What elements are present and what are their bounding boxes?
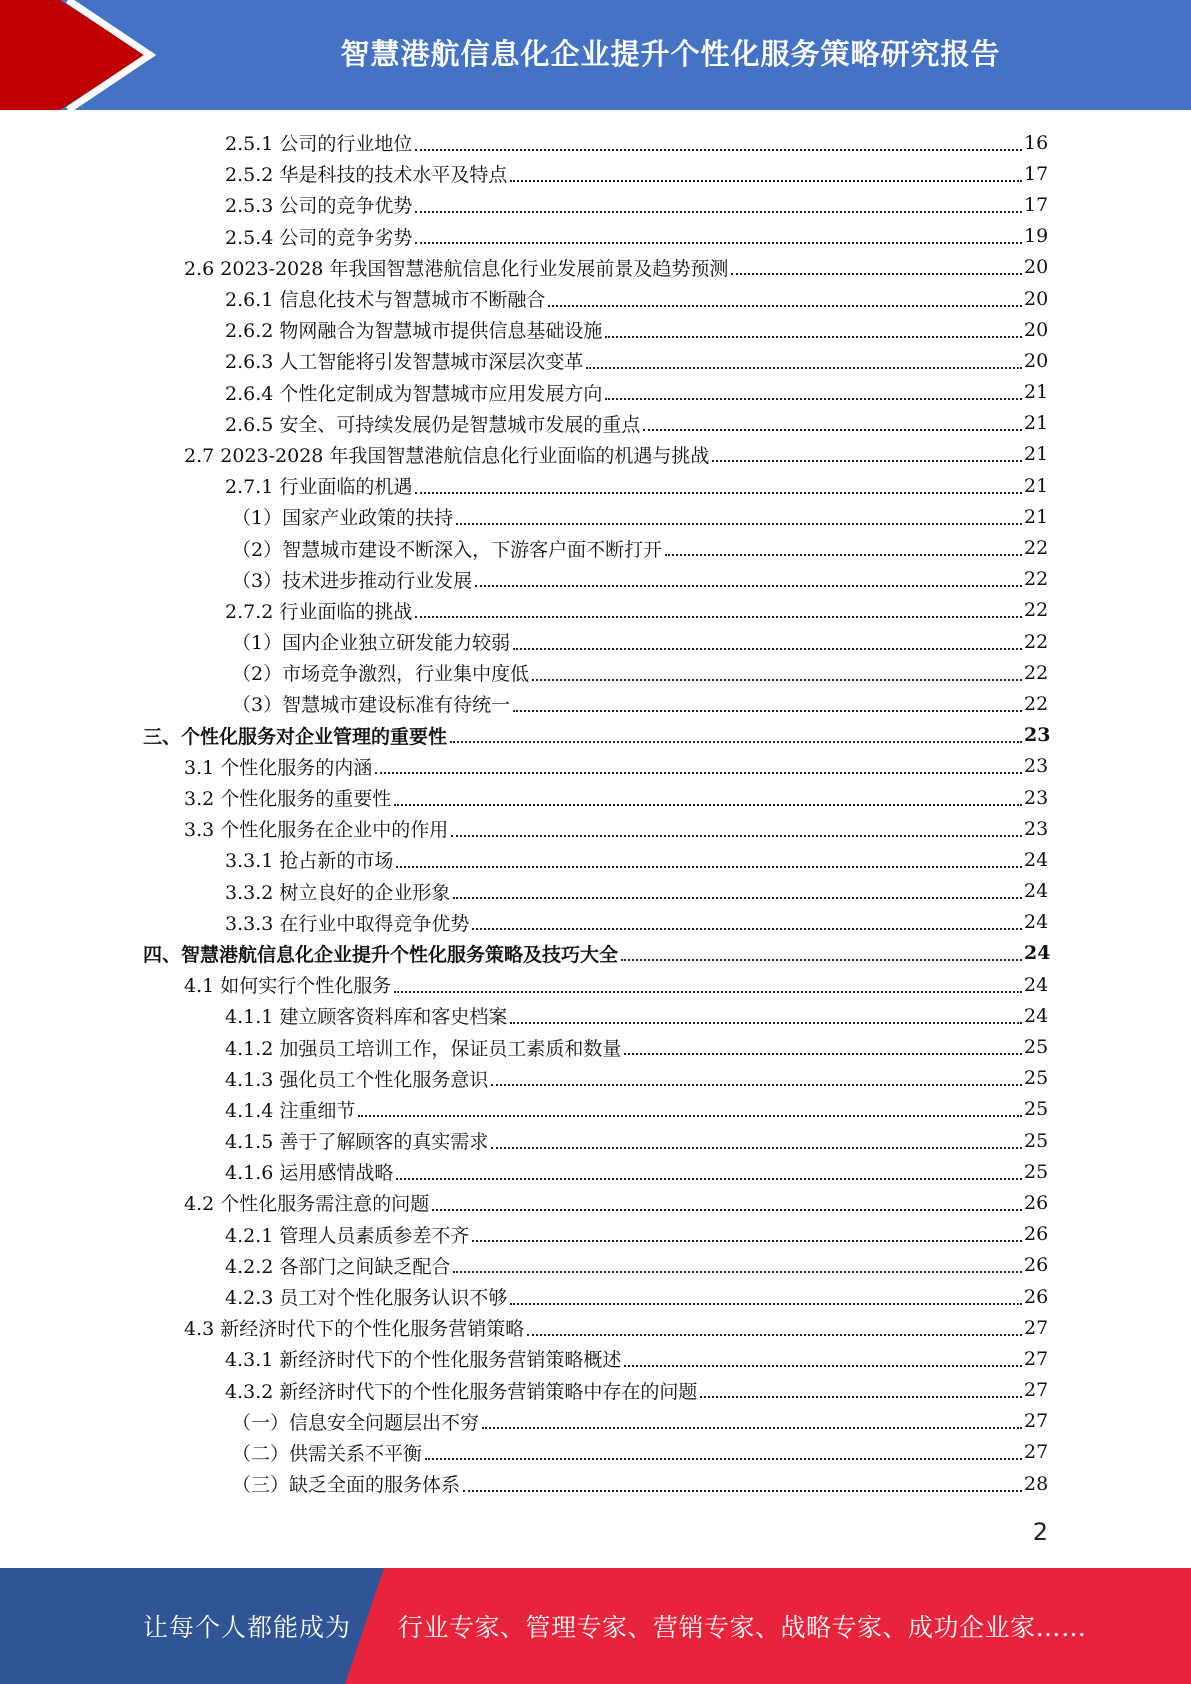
toc-entry-title	[225, 129, 412, 156]
toc-entry[interactable]	[0, 1375, 1191, 1406]
toc-entry-text: 个性化服务在企业中的作用	[220, 819, 449, 842]
toc-entry-number: （1）	[232, 507, 283, 530]
toc-entry-title	[225, 316, 602, 343]
toc-entry-number: （3）	[232, 569, 283, 592]
toc-entry-title	[225, 1377, 697, 1404]
toc-entry-text: 个性化服务对企业管理的重要性	[181, 725, 448, 748]
toc-entry-number: 3.3.3	[225, 912, 274, 935]
toc-entry-title	[143, 940, 618, 967]
toc-dot-leader	[415, 616, 1022, 618]
toc-entry[interactable]	[0, 1156, 1191, 1187]
toc-entry-text: 新经济时代下的个性化服务营销策略中存在的问题	[279, 1380, 698, 1403]
toc-page-number: 20	[1024, 349, 1049, 372]
toc-page-number: 20	[1024, 256, 1049, 279]
toc-entry-text: 华是科技的技术水平及特点	[279, 164, 508, 187]
toc-entry-text: 智慧港航信息化企业提升个性化服务策略及技巧大全	[181, 943, 619, 966]
toc-entry-number: 4.1.3	[225, 1068, 274, 1091]
toc-entry-text: 个性化服务的重要性	[220, 788, 392, 811]
toc-entry-number: 2.5.2	[225, 164, 274, 187]
toc-entry-title	[232, 1470, 460, 1497]
toc-entry-title	[225, 1034, 621, 1061]
toc-page-number: 27	[1024, 1410, 1049, 1433]
toc-entry-number: 4.2	[184, 1193, 215, 1216]
toc-page-number: 21	[1024, 474, 1049, 497]
toc-entry-text: 公司的竞争优势	[279, 195, 413, 218]
toc-entry-text: 各部门之间缺乏配合	[279, 1255, 451, 1278]
toc-dot-leader	[605, 398, 1022, 400]
toc-page-number: 16	[1024, 131, 1049, 154]
toc-page-number: 21	[1024, 381, 1049, 404]
toc-page-number: 25	[1024, 1067, 1049, 1090]
toc-entry-number: （2）	[232, 663, 283, 686]
toc-page-number: 21	[1024, 443, 1049, 466]
toc-dot-leader	[396, 866, 1022, 868]
toc-entry-text: 注重细节	[279, 1099, 356, 1122]
toc-entry[interactable]	[0, 720, 1191, 751]
toc-entry-number: 2.6	[184, 257, 215, 280]
toc-entry-title	[184, 784, 391, 811]
toc-page-number: 27	[1024, 1379, 1049, 1402]
toc-entry-text: 国家产业政策的扶持	[282, 507, 454, 530]
toc-entry-text: 智慧城市建设不断深入，下游客户面不断打开	[282, 538, 663, 561]
toc-page-number: 24	[1024, 942, 1051, 965]
toc-entry[interactable]	[0, 221, 1191, 252]
footer-slogan-left: 让每个人都能成为	[143, 1613, 352, 1642]
toc-page-number: 25	[1024, 1160, 1049, 1183]
toc-entry[interactable]	[0, 1063, 1191, 1094]
toc-entry-title	[184, 1189, 429, 1216]
toc-dot-leader	[513, 648, 1022, 650]
toc-dot-leader	[527, 1334, 1022, 1336]
toc-entry-text: 抢占新的市场	[279, 850, 394, 873]
toc-page-number: 17	[1024, 193, 1049, 216]
toc-entry-title	[225, 1002, 507, 1029]
toc-page-number: 23	[1024, 786, 1049, 809]
toc-dot-leader	[415, 492, 1022, 494]
toc-entry-title	[184, 815, 448, 842]
toc-entry-title	[232, 1408, 479, 1435]
toc-page-number: 17	[1024, 162, 1049, 185]
toc-entry-title	[225, 1096, 355, 1123]
toc-dot-leader	[665, 554, 1022, 556]
toc-entry-title	[232, 628, 510, 655]
toc-entry[interactable]	[0, 969, 1191, 1000]
toc-dot-leader	[510, 1022, 1022, 1024]
toc-entry[interactable]	[0, 1187, 1191, 1218]
toc-entry-text: 运用感情战略	[279, 1162, 394, 1185]
toc-dot-leader	[394, 991, 1022, 993]
toc-entry-number: 3.3.1	[225, 850, 274, 873]
toc-dot-leader	[456, 523, 1022, 525]
toc-entry-number: 2.7	[184, 444, 215, 467]
toc-entry-text: 物网融合为智慧城市提供信息基础设施	[279, 320, 603, 343]
toc-entry-title	[184, 441, 709, 468]
toc-entry-text: 如何实行个性化服务	[220, 975, 392, 998]
toc-dot-leader	[472, 928, 1022, 930]
toc-page-number: 25	[1024, 1098, 1049, 1121]
toc-page-number: 22	[1024, 630, 1049, 653]
toc-entry-text: 善于了解顾客的真实需求	[279, 1131, 489, 1154]
toc-entry-text: 2023-2028 年我国智慧港航信息化行业发展前景及趋势预测	[220, 257, 729, 280]
toc-page-number: 21	[1024, 505, 1049, 528]
toc-entry-number: 3.1	[184, 756, 215, 779]
toc-page-number: 22	[1024, 537, 1049, 560]
toc-entry[interactable]	[0, 688, 1191, 719]
footer-slogan-right: 行业专家、管理专家、营销专家、战略专家、成功企业家……	[398, 1613, 1087, 1642]
toc-page-number: 26	[1024, 1285, 1049, 1308]
toc-dot-leader	[491, 1147, 1022, 1149]
toc-entry-number: 3.3.2	[225, 881, 274, 904]
toc-page-number: 23	[1024, 755, 1049, 778]
toc-entry-text: 智慧城市建设标准有待统一	[282, 694, 511, 717]
toc-entry-text: 公司的行业地位	[279, 133, 413, 156]
toc-entry-text: 管理人员素质参差不齐	[279, 1224, 470, 1247]
toc-entry-number: （三）	[232, 1474, 290, 1497]
toc-entry-text: 新经济时代下的个性化服务营销策略	[220, 1318, 525, 1341]
toc-dot-leader	[453, 1271, 1022, 1273]
toc-page-number: 22	[1024, 692, 1049, 715]
toc-entry-number: 2.6.1	[225, 289, 274, 312]
toc-entry-text: 技术进步推动行业发展	[282, 569, 473, 592]
toc-dot-leader	[510, 180, 1022, 182]
toc-entry-number: 2.5.1	[225, 133, 274, 156]
toc-dot-leader	[621, 959, 1022, 961]
toc-entry-title	[184, 971, 391, 998]
toc-dot-leader	[425, 1458, 1022, 1460]
toc-entry-number: 4.3.1	[225, 1349, 274, 1372]
toc-entry-text: 公司的竞争劣势	[279, 226, 413, 249]
toc-entry-text: 供需关系不平衡	[289, 1442, 423, 1465]
toc-entry-title	[225, 846, 393, 873]
toc-entry-text: 信息化技术与智慧城市不断融合	[279, 289, 546, 312]
toc-entry[interactable]	[0, 345, 1191, 376]
toc-entry[interactable]	[0, 564, 1191, 595]
toc-dot-leader	[491, 1084, 1022, 1086]
toc-entry[interactable]	[0, 408, 1191, 439]
toc-entry-number: （二）	[232, 1442, 290, 1465]
toc-dot-leader	[510, 1303, 1022, 1305]
toc-entry-title	[225, 191, 412, 218]
toc-dot-leader	[532, 679, 1022, 681]
toc-dot-leader	[731, 273, 1022, 275]
toc-entry-title	[232, 1439, 422, 1466]
toc-entry[interactable]	[0, 657, 1191, 688]
toc-entry-title	[184, 254, 728, 281]
toc-entry-number: 2.7.2	[225, 600, 274, 623]
toc-entry-number: 4.1.6	[225, 1162, 274, 1185]
toc-entry-title	[184, 1314, 524, 1341]
toc-entry[interactable]	[0, 314, 1191, 345]
toc-dot-leader	[415, 149, 1022, 151]
toc-entry-text: 行业面临的机遇	[279, 476, 413, 499]
toc-dot-leader	[394, 804, 1022, 806]
toc-entry-title	[225, 1158, 393, 1185]
page-footer	[0, 1568, 1191, 1684]
toc-entry[interactable]	[0, 1343, 1191, 1374]
toc-entry[interactable]	[0, 813, 1191, 844]
toc-entry-number: 4.1	[184, 975, 215, 998]
page-header	[0, 0, 1191, 110]
toc-entry-title	[143, 722, 447, 749]
toc-dot-leader	[605, 336, 1022, 338]
toc-dot-leader	[482, 1427, 1022, 1429]
toc-entry-text: 强化员工个性化服务意识	[279, 1068, 489, 1091]
toc-entry-text: 个性化服务的内涵	[220, 756, 373, 779]
toc-entry[interactable]	[0, 377, 1191, 408]
toc-entry[interactable]	[0, 844, 1191, 875]
toc-entry-text: 市场竞争激烈，行业集中度低	[282, 663, 530, 686]
toc-entry-number: 2.7.1	[225, 476, 274, 499]
toc-dot-leader	[450, 741, 1022, 743]
toc-dot-leader	[432, 1209, 1022, 1211]
toc-page-number: 25	[1024, 1129, 1049, 1152]
toc-entry[interactable]	[0, 595, 1191, 626]
toc-dot-leader	[451, 835, 1022, 837]
toc-entry-title	[225, 410, 640, 437]
toc-entry-number: 4.3	[184, 1318, 215, 1341]
toc-entry-text: 员工对个性化服务认识不够	[279, 1287, 508, 1310]
toc-entry-title	[225, 347, 583, 374]
toc-entry-text: 安全、可持续发展仍是智慧城市发展的重点	[279, 413, 641, 436]
toc-page-number: 19	[1024, 225, 1049, 248]
toc-entry[interactable]	[0, 782, 1191, 813]
toc-entry-number: 4.2.3	[225, 1287, 274, 1310]
report-title: 智慧港航信息化企业提升个性化服务策略研究报告	[340, 36, 1001, 71]
toc-entry-number: 4.1.2	[225, 1037, 274, 1060]
toc-entry-number: 2.6.4	[225, 382, 274, 405]
toc-dot-leader	[586, 367, 1022, 369]
toc-entry[interactable]	[0, 252, 1191, 283]
toc-entry[interactable]	[0, 1406, 1191, 1437]
toc-entry-number: 2.6.5	[225, 413, 274, 436]
toc-entry-number: 2.5.4	[225, 226, 274, 249]
toc-entry[interactable]	[0, 1031, 1191, 1062]
toc-entry-number: 4.1.5	[225, 1131, 274, 1154]
toc-entry[interactable]	[0, 907, 1191, 938]
toc-entry-title	[225, 1252, 450, 1279]
toc-dot-leader	[472, 1240, 1022, 1242]
toc-entry[interactable]	[0, 626, 1191, 657]
toc-page-number: 26	[1024, 1254, 1049, 1277]
toc-page-number: 22	[1024, 568, 1049, 591]
toc-entry-title	[225, 223, 412, 250]
toc-dot-leader	[643, 429, 1022, 431]
toc-entry-number: 4.2.1	[225, 1224, 274, 1247]
toc-entry[interactable]	[0, 158, 1191, 189]
toc-entry[interactable]	[0, 532, 1191, 563]
toc-dot-leader	[375, 772, 1022, 774]
toc-entry[interactable]	[0, 938, 1191, 969]
toc-entry-number: 四、	[143, 943, 182, 966]
toc-page-number: 27	[1024, 1347, 1049, 1370]
toc-page-number: 23	[1024, 724, 1051, 747]
toc-page-number: 26	[1024, 1191, 1049, 1214]
toc-entry-number: 三、	[143, 725, 182, 748]
toc-page-number: 25	[1024, 1036, 1049, 1059]
toc-page-number: 22	[1024, 661, 1049, 684]
toc-entry-number: 2.6.3	[225, 351, 274, 374]
toc-entry-number: 4.1.4	[225, 1099, 274, 1122]
toc-page-number: 23	[1024, 817, 1049, 840]
toc-entry-title	[232, 690, 510, 717]
toc-entry-title	[184, 753, 372, 780]
toc-entry-title	[225, 379, 602, 406]
toc-entry-title	[225, 878, 450, 905]
toc-entry-text: 缺乏全面的服务体系	[289, 1474, 461, 1497]
toc-entry[interactable]	[0, 1094, 1191, 1125]
toc-entry-title	[225, 597, 412, 624]
toc-page-number: 24	[1024, 880, 1049, 903]
toc-entry[interactable]	[0, 1281, 1191, 1312]
toc-dot-leader	[548, 305, 1022, 307]
toc-page-number: 24	[1024, 973, 1049, 996]
toc-entry-number: 3.3	[184, 819, 215, 842]
toc-entry-text: 在行业中取得竞争优势	[279, 912, 470, 935]
toc-entry[interactable]	[0, 1437, 1191, 1468]
toc-page-number: 28	[1024, 1472, 1049, 1495]
toc-page-number: 26	[1024, 1223, 1049, 1246]
toc-dot-leader	[712, 460, 1022, 462]
toc-page-number: 27	[1024, 1441, 1049, 1464]
toc-dot-leader	[624, 1365, 1022, 1367]
page-number: 2	[1032, 1518, 1048, 1546]
toc-entry-title	[225, 1221, 469, 1248]
toc-entry[interactable]	[0, 1000, 1191, 1031]
toc-page-number: 24	[1024, 1004, 1049, 1027]
toc-entry-number: 4.2.2	[225, 1255, 274, 1278]
toc-dot-leader	[396, 1178, 1022, 1180]
toc-entry-title	[225, 285, 545, 312]
toc-entry[interactable]	[0, 876, 1191, 907]
toc-entry-number: （一）	[232, 1411, 290, 1434]
toc-entry[interactable]	[0, 127, 1191, 158]
toc-page-number: 20	[1024, 318, 1049, 341]
toc-page-number: 27	[1024, 1316, 1049, 1339]
toc-entry-text: 国内企业独立研发能力较弱	[282, 632, 511, 655]
toc-entry-number: 3.2	[184, 788, 215, 811]
toc-entry-text: 人工智能将引发智慧城市深层次变革	[279, 351, 584, 374]
toc-dot-leader	[415, 242, 1022, 244]
toc-entry-text: 个性化定制成为智慧城市应用发展方向	[279, 382, 603, 405]
toc-page-number: 24	[1024, 911, 1049, 934]
toc-dot-leader	[475, 585, 1022, 587]
toc-entry-title	[225, 1283, 507, 1310]
toc-entry-title	[232, 566, 472, 593]
toc-entry[interactable]	[0, 1250, 1191, 1281]
toc-entry-text: 2023-2028 年我国智慧港航信息化行业面临的机遇与挑战	[220, 444, 710, 467]
toc-entry-text: 信息安全问题层出不穷	[289, 1411, 480, 1434]
toc-entry-title	[225, 1345, 621, 1372]
toc-entry-number: 2.6.2	[225, 320, 274, 343]
toc-dot-leader	[513, 710, 1022, 712]
toc-entry[interactable]	[0, 1312, 1191, 1343]
toc-page-number: 24	[1024, 848, 1049, 871]
toc-page-number: 20	[1024, 287, 1049, 310]
toc-entry[interactable]	[0, 283, 1191, 314]
toc-dot-leader	[453, 897, 1022, 899]
toc-entry-number: （2）	[232, 538, 283, 561]
table-of-contents	[0, 127, 1191, 1499]
toc-entry-text: 新经济时代下的个性化服务营销策略概述	[279, 1349, 622, 1372]
toc-entry-text: 加强员工培训工作，保证员工素质和数量	[279, 1037, 622, 1060]
toc-entry-text: 建立顾客资料库和客史档案	[279, 1006, 508, 1029]
toc-entry-title	[225, 1127, 488, 1154]
toc-entry-title	[225, 909, 469, 936]
toc-entry[interactable]	[0, 189, 1191, 220]
toc-entry-title	[225, 1065, 488, 1092]
toc-entry[interactable]	[0, 1125, 1191, 1156]
toc-entry[interactable]	[0, 470, 1191, 501]
toc-entry[interactable]	[0, 439, 1191, 470]
toc-entry-number: 2.5.3	[225, 195, 274, 218]
toc-entry[interactable]	[0, 751, 1191, 782]
toc-entry[interactable]	[0, 1219, 1191, 1250]
toc-entry-text: 个性化服务需注意的问题	[220, 1193, 430, 1216]
toc-entry-text: 行业面临的挑战	[279, 600, 413, 623]
toc-entry-text: 树立良好的企业形象	[279, 881, 451, 904]
toc-entry-title	[225, 160, 507, 187]
toc-entry-title	[232, 659, 529, 686]
toc-entry-title	[232, 503, 453, 530]
toc-entry-number: （1）	[232, 632, 283, 655]
toc-entry-number: 4.3.2	[225, 1380, 274, 1403]
toc-dot-leader	[463, 1490, 1022, 1492]
toc-dot-leader	[358, 1115, 1022, 1117]
toc-entry-number: 4.1.1	[225, 1006, 274, 1029]
toc-entry-title	[232, 535, 662, 562]
toc-entry[interactable]	[0, 1468, 1191, 1499]
toc-dot-leader	[624, 1053, 1022, 1055]
toc-entry[interactable]	[0, 501, 1191, 532]
toc-entry-title	[225, 472, 412, 499]
toc-entry-number: （3）	[232, 694, 283, 717]
toc-page-number: 22	[1024, 599, 1049, 622]
toc-page-number: 21	[1024, 412, 1049, 435]
toc-dot-leader	[415, 211, 1022, 213]
toc-dot-leader	[700, 1396, 1022, 1398]
